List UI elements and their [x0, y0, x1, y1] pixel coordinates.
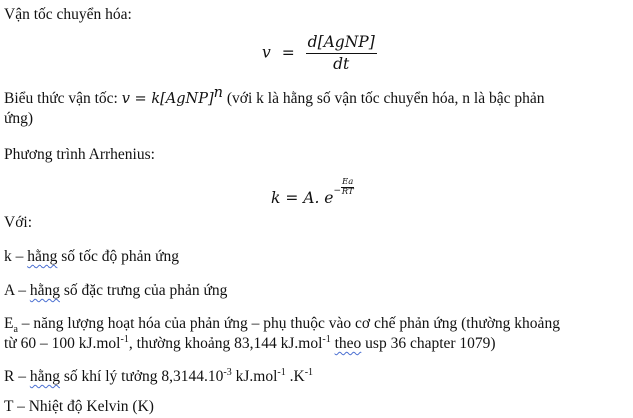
R-def-sup1: -3: [223, 366, 232, 378]
rate-expr-suffix: (với k là hằng số vận tốc chuyển hóa, n là bậc phản: [222, 90, 545, 107]
eq2-minus: −: [333, 186, 342, 196]
rate-expression-line2: ứng): [4, 110, 34, 127]
A-definition: [4, 282, 227, 300]
R-def-rest-c: .K: [285, 368, 305, 385]
Ea-def-sup1: -1: [120, 333, 129, 345]
Ea-definition-line2: [4, 335, 496, 353]
A-def-prefix: A –: [4, 282, 30, 299]
A-def-rest: số đặc trưng của phản ứng: [59, 282, 228, 299]
eq2-equals: =: [280, 189, 304, 207]
Ea-def-subscript: a: [13, 324, 18, 336]
Ea-def-l2a: từ 60 – 100 kJ.mol: [4, 335, 121, 352]
T-definition: T – Nhiệt độ Kelvin (K): [4, 398, 154, 415]
arrhenius-equation: [271, 178, 354, 207]
eq2-exp-numerator: Ea: [342, 177, 354, 187]
rate-label: Vận tốc chuyển hóa:: [4, 6, 132, 23]
Ea-def-spellcheck-word: theo: [334, 335, 362, 352]
eq2-lhs: k: [271, 189, 281, 207]
rate-expr-prefix: Biểu thức vận tốc:: [4, 90, 122, 107]
rate-equation: [262, 34, 377, 73]
arrhenius-label: Phương trình Arrhenius:: [4, 146, 155, 163]
R-def-rest-a: số khí lý tưởng 8,3144.10: [59, 368, 224, 385]
k-def-spellcheck-word: hằng: [27, 248, 58, 265]
k-definition: [4, 248, 179, 266]
R-def-prefix: R –: [4, 368, 30, 385]
k-def-rest: số tốc độ phản ứng: [57, 248, 180, 265]
rate-expr-exponent: n: [213, 84, 223, 101]
eq2-A-e: A. e: [303, 189, 334, 207]
eq1-numerator: d[AgNP]: [306, 34, 377, 54]
eq1-denominator: dt: [333, 55, 350, 73]
R-def-spellcheck-word: hằng: [29, 368, 60, 385]
Ea-def-E: E: [4, 315, 14, 332]
R-definition: [4, 368, 313, 386]
R-def-rest-b: kJ.mol: [231, 368, 278, 385]
R-def-sup3: -1: [304, 366, 314, 378]
rate-expr-k: k: [151, 91, 161, 107]
k-def-prefix: k –: [4, 248, 28, 265]
rate-expression-line: [4, 84, 545, 108]
rate-expr-v: v: [121, 91, 130, 107]
Ea-definition: [4, 315, 560, 336]
Ea-def-rest: – năng lượng hoạt hóa của phản ứng – phụ thuộc vào cơ chế phản ứng (thường khoảng: [17, 315, 560, 332]
Ea-def-l2d: usp 36 chapter 1079): [361, 335, 496, 352]
rate-expr-eq: =: [129, 91, 152, 107]
Ea-def-l2b: , thường khoảng 83,144 kJ.mol: [128, 335, 323, 352]
with-label: Với:: [4, 214, 33, 231]
eq1-fraction: [306, 34, 377, 73]
eq2-exponent-fraction: [341, 178, 354, 197]
R-def-sup2: -1: [277, 366, 286, 378]
Ea-def-sup2: -1: [322, 333, 331, 345]
eq2-exp-denominator: RT: [341, 187, 354, 197]
eq1-lhs: v: [262, 43, 271, 62]
A-def-spellcheck-word: hằng: [29, 282, 60, 299]
rate-expr-bracket: [AgNP]: [160, 91, 214, 107]
eq1-equals: =: [281, 43, 295, 62]
